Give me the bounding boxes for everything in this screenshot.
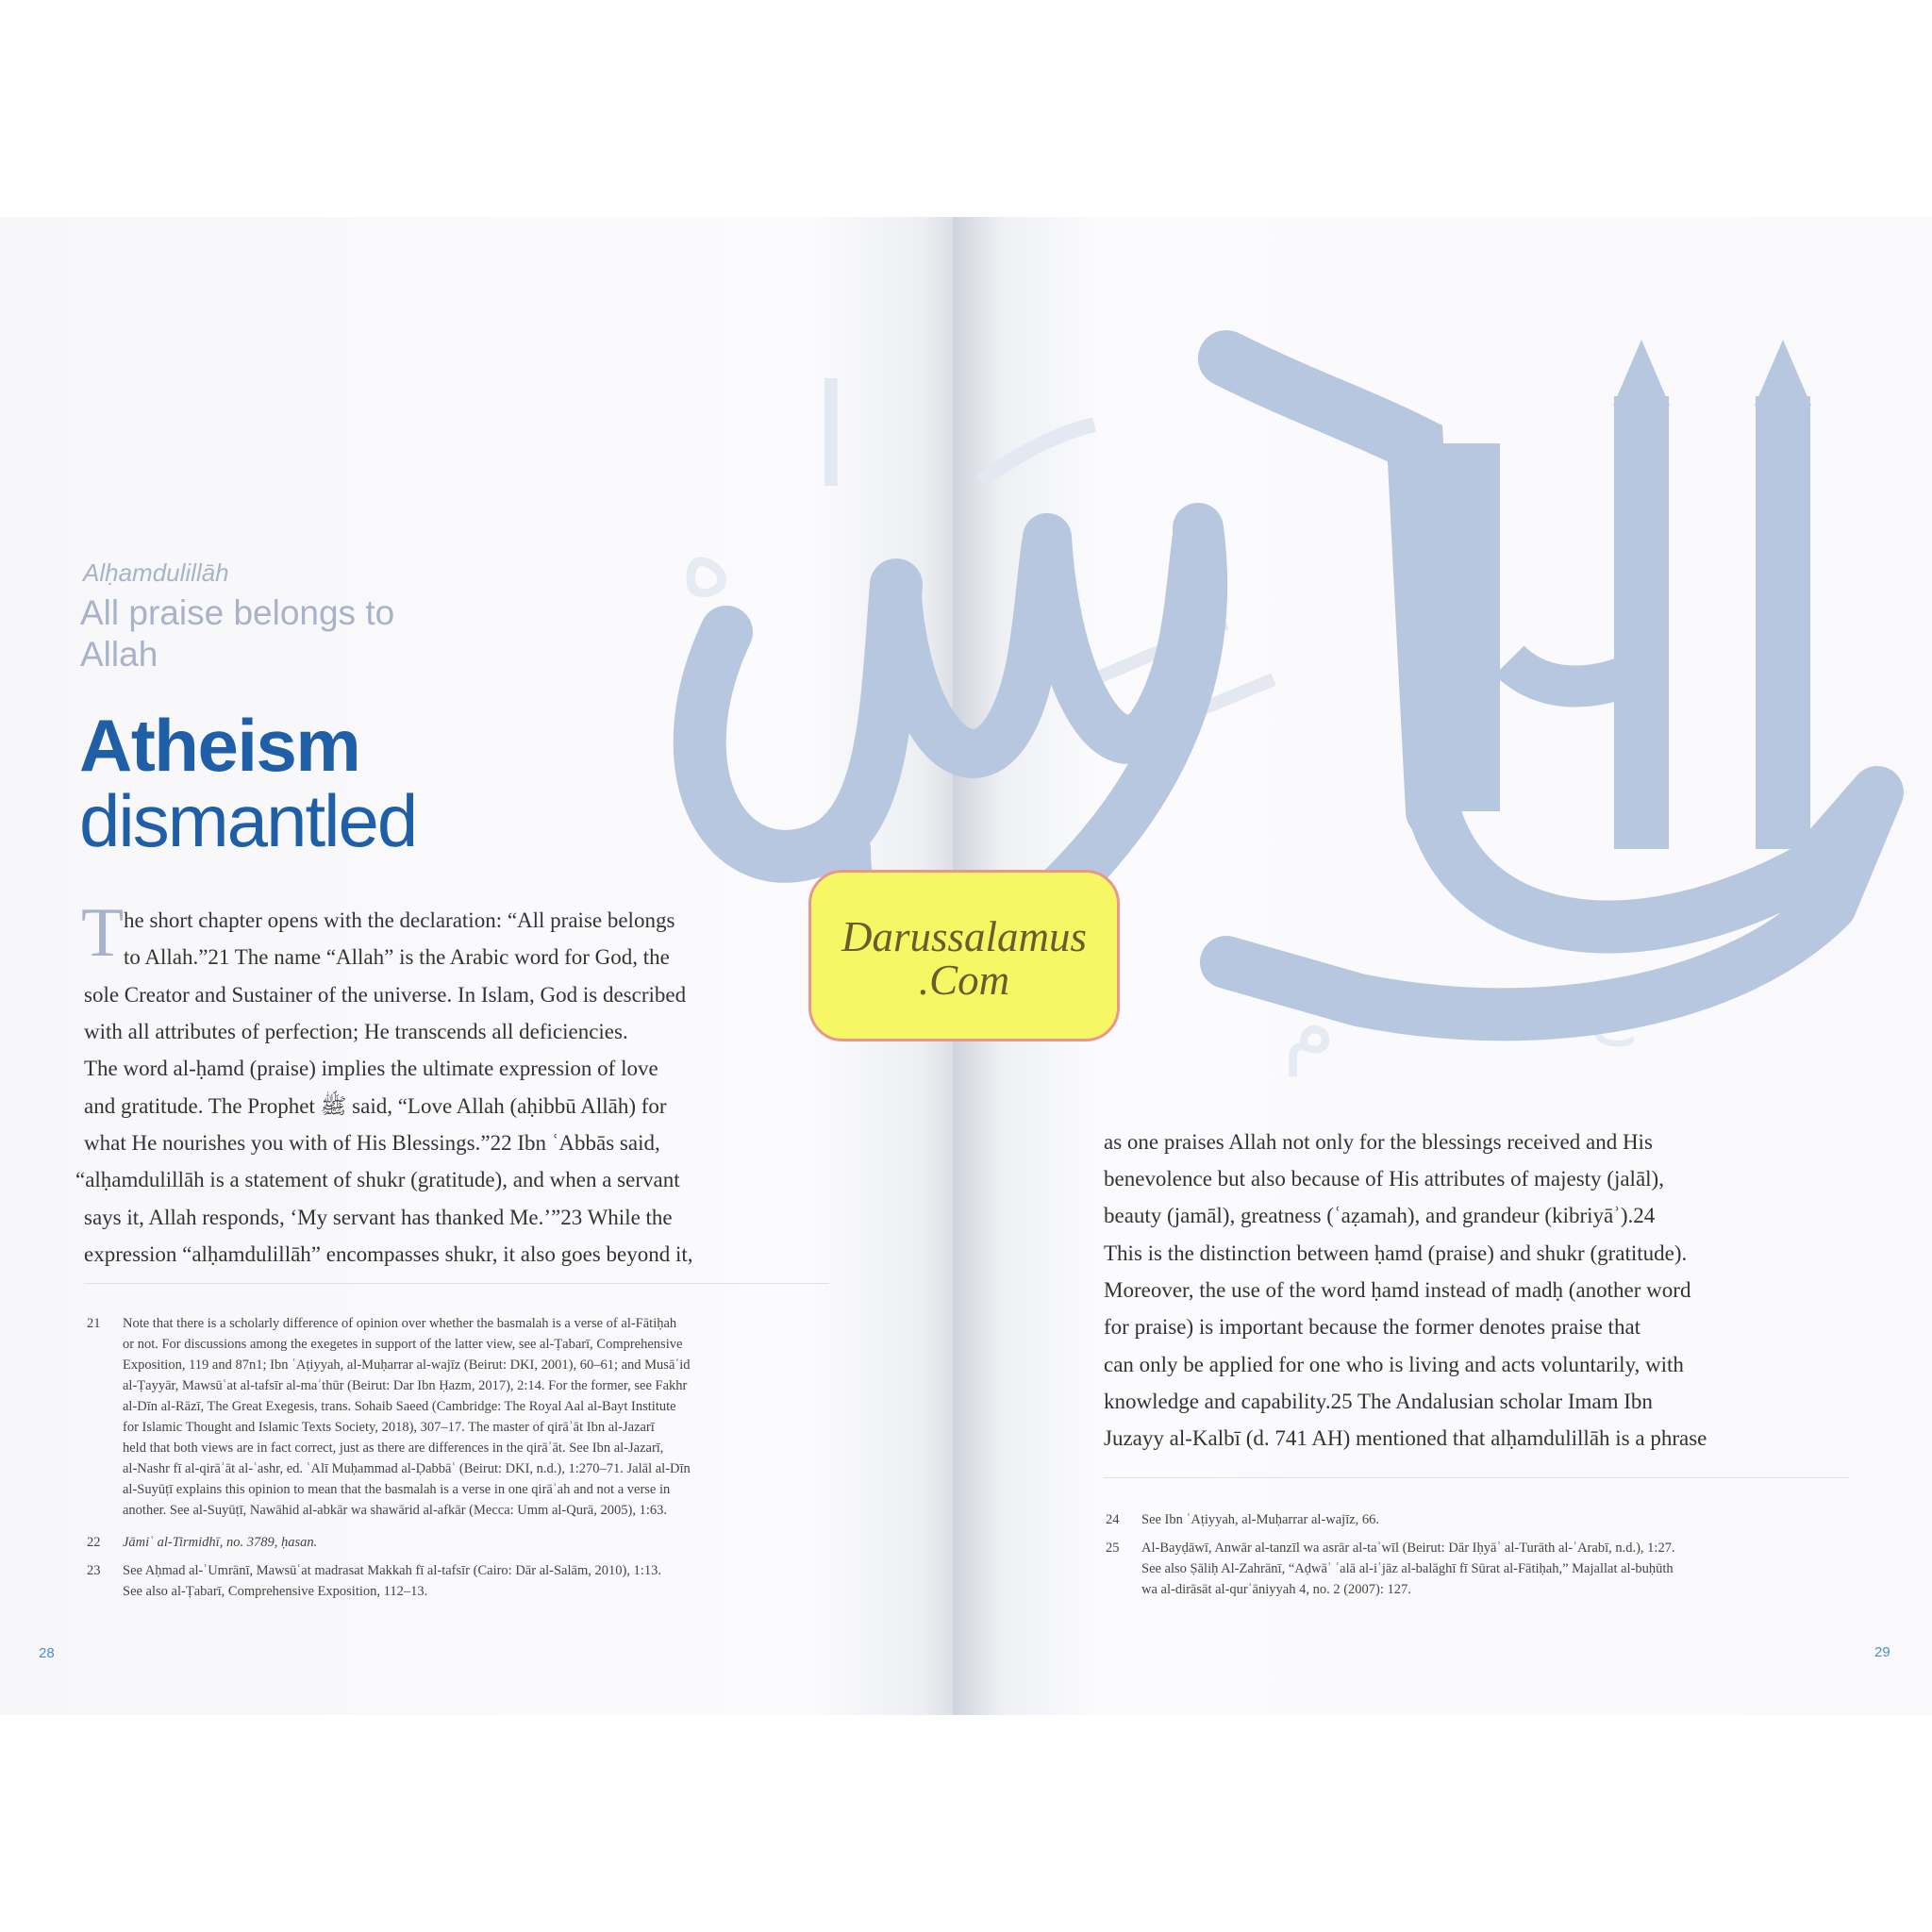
body-line: Juzayy al-Kalbī (d. 741 AH) mentioned that alḥamdulillāh is a phrase [1104,1426,1707,1450]
svg-text:م: م [1283,978,1336,1077]
chapter-title-bold: Atheism [79,704,360,787]
chapter-subhead: All praise belongs to Allah [80,593,395,674]
footnote-number: 25 [1106,1541,1120,1556]
body-line: as one praises Allah not only for the blessings received and His [1104,1130,1653,1154]
footnote-text: See Ibn ʿAṭiyyah, al-Muḥarrar al-wajīz, 66. [1141,1512,1380,1527]
watermark-line-2: .Com [918,957,1010,1004]
body-line: knowledge and capability.25 The Andalusian scholar Imam Ibn [1104,1390,1653,1413]
footnote-number: 24 [1106,1512,1120,1527]
footnote-text: Al-Bayḍāwī, Anwār al-tanzīl wa asrār al-taʾwīl (Beirut: Dār Iḥyāʾ al-Turāth al-ʿArabī, n.d.), 1:27. See also Ṣāliḥ Al-Zahrānī, “Aḍwāʾ ʿalā al-iʿjāz al-balāghī fī Sūrat al-Fātiḥah,” Majallat al-buḥūth wa al-dirāsāt al-qurʾāniyyah 4, no. 2 (2007): 127. [1141,1541,1675,1597]
body-line: The word al-ḥamd (praise) implies the ultimate expression of love [84,1057,658,1080]
svg-text:ح: ح [1585,958,1634,1046]
body-line: Moreover, the use of the word ḥamd instead of madḥ (another word [1104,1278,1691,1302]
body-line: for praise) is important because the former denotes praise that [1104,1315,1641,1339]
body-line: beauty (jamāl), greatness (ʿaẓamah), and grandeur (kibriyāʾ).24 [1104,1204,1656,1227]
body-line: “alḥamdulillāh is a statement of shukr (gratitude), and when a servant [75,1168,680,1191]
chapter-subhead-italic: Alḥamdulillāh [83,558,229,587]
footnote-text: Jāmiʿ al-Tirmidhī, no. 3789, ḥasan. [123,1535,318,1550]
body-line: to Allah.”21 The name “Allah” is the Arabic word for God, the [124,945,670,969]
watermark-badge [808,870,1120,1041]
body-line: he short chapter opens with the declaration: “All praise belongs [124,908,675,932]
body-line: with all attributes of perfection; He transcends all deficiencies. [84,1020,628,1043]
svg-text:ا: ا [811,356,851,520]
footnote-number: 21 [87,1316,101,1331]
drop-cap: T [81,894,125,972]
footnote-divider [84,1283,829,1284]
body-line: benevolence but also because of His attributes of majesty (jalāl), [1104,1167,1664,1191]
body-line: expression “alḥamdulillāh” encompasses shukr, it also goes beyond it, [84,1242,693,1266]
body-line: This is the distinction between ḥamd (praise) and shukr (gratitude). [1104,1241,1688,1265]
footnote-text: See Aḥmad al-ʿUmrānī, Mawsūʿat madrasat Makkah fī al-tafsīr (Cairo: Dār al-Salām, 2010), 1:13. See also al-Ṭabarī, Comprehensive Exposition, 112–13. [123,1563,661,1599]
footnote-divider [1104,1477,1849,1478]
body-line: can only be applied for one who is living and acts voluntarily, with [1104,1353,1684,1376]
footnote-number: 23 [87,1563,101,1578]
body-line: says it, Allah responds, ‘My servant has thanked Me.’”23 While the [84,1206,673,1229]
body-line: sole Creator and Sustainer of the universe. In Islam, God is described [84,983,687,1007]
body-line: what He nourishes you with of His Blessings.”22 Ibn ʿAbbās said, [84,1131,660,1155]
chapter-title-light: dismantled [79,779,417,862]
page-number-right: 29 [1874,1644,1890,1660]
body-line: and gratitude. The Prophet ﷺ said, “Love Allah (aḥibbū Allāh) for [84,1094,667,1118]
svg-text:ه: ه [679,498,734,619]
footnote-number: 22 [87,1535,101,1550]
footnote-text: Note that there is a scholarly difference of opinion over whether the basmalah is a verse of al-Fātiḥah or not. For discussions among the exegetes in support of the latter view, see al-Ṭabarī, Comprehensive Exposition, 119 and 87n1; Ibn ʿAṭiyyah, al-Muḥarrar al-wajīz (Beirut: DKI, 2001), 60–61; and Musāʿid al-Ṭayyār, Mawsūʿat al-tafsīr al-maʾthūr (Beirut: Dar Ibn Ḥazm, 2017), 2:14. For the former, see Fakhr al-Dīn al-Rāzī, The Great Exegesis, trans. Sohaib Saeed (Cambridge: The Royal Aal al-Bayt Institute for Islamic Thought and Islamic Texts Society, 2018), 307–17. The master of qirāʾāt Ibn al-Jazarī held that both views are in fact correct, just as there are differences in the qirāʾāt. See Ibn al-Jazarī, al-Nashr fī al-qirāʾāt al-ʿashr, ed. ʿAlī Muḥammad al-Ḍabbāʿ (Beirut: DKI, n.d.), 1:270–71. Jalāl al-Dīn al-Suyūṭī explains this opinion to mean that the basmalah is a verse in one qirāʾah and not a verse in another. See al-Suyūṭī, Nawāhid al-abkār wa shawārid al-afkār (Mecca: Umm al-Qurā, 2005), 1:63. [123,1316,691,1518]
page-number-left: 28 [39,1645,55,1661]
watermark-line-1: Darussalamus [841,913,1088,960]
